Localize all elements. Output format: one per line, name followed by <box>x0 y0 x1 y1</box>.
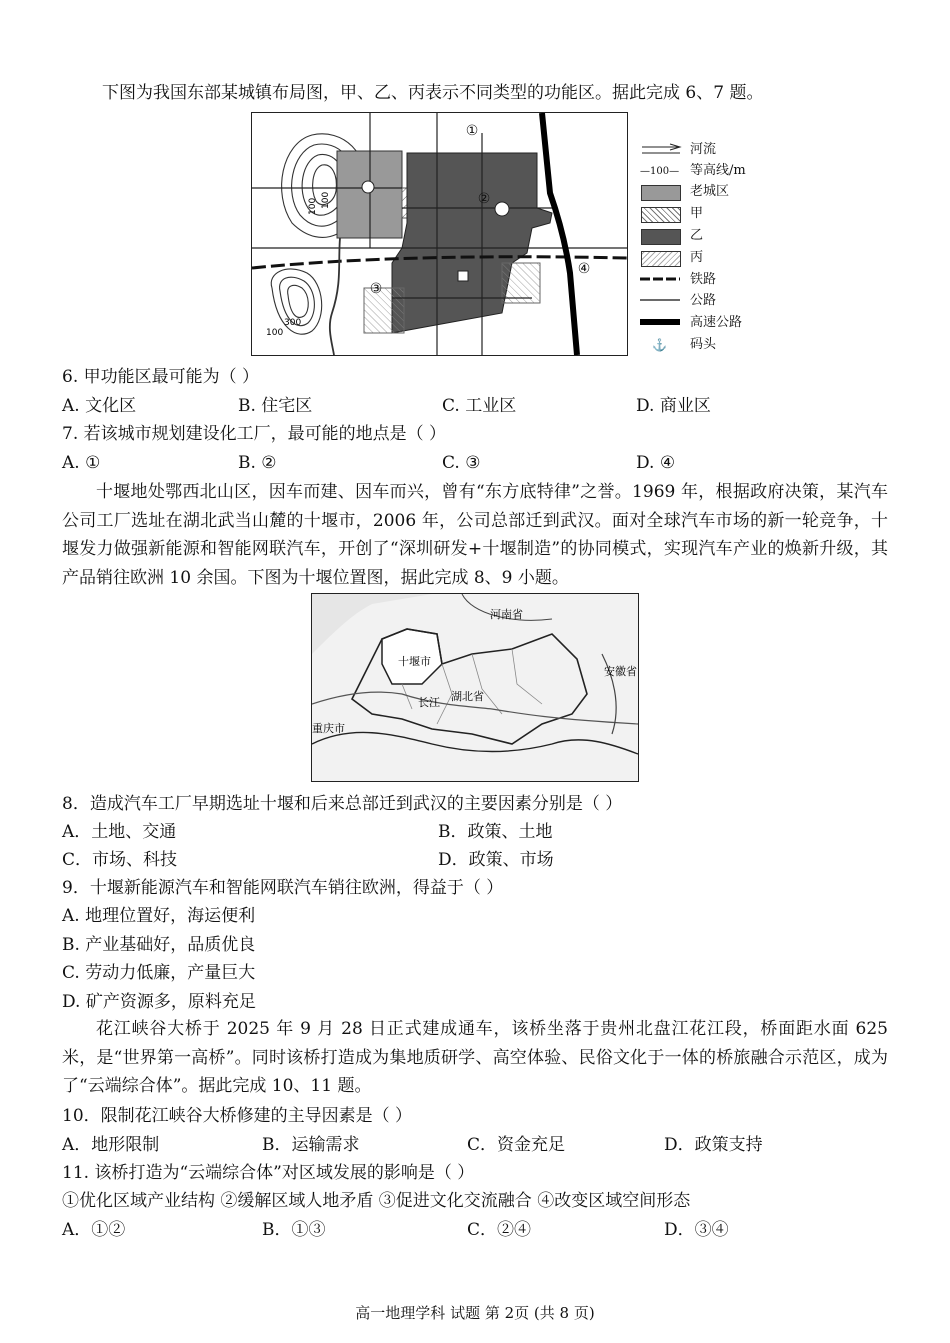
q7-option-c: C. ③ <box>442 453 481 473</box>
marker-2: ② <box>477 191 491 207</box>
q11-option-a: A．①② <box>62 1220 126 1240</box>
anchor-icon: ⚓ <box>652 338 667 352</box>
q10-option-b: B．运输需求 <box>262 1135 360 1155</box>
legend-contour: 等高线/m <box>690 163 746 178</box>
q11-option-c: C．②④ <box>467 1220 532 1240</box>
q9-option-c: C. 劳动力低廉，产量巨大 <box>62 963 256 983</box>
q10-stem: 10．限制花江峡谷大桥修建的主导因素是（ ） <box>62 1106 413 1126</box>
marker-3: ③ <box>369 281 383 297</box>
q7-option-d: D. ④ <box>636 453 676 473</box>
label-anhui: 安徽省 <box>604 665 637 678</box>
legend-railway: 铁路 <box>690 272 717 287</box>
intro-10-11: 花江峡谷大桥于 2025 年 9 月 28 日正式建成通车，该桥坐落于贵州北盘江花江段，桥面距水面 625 米，是“世界第一高桥”。同时该桥打造成为集地质研学、高空体验、民俗文化于一体的桥旅融合示范区，成为了“云端综合体”。据此完成 10、11 题。 <box>62 1019 888 1096</box>
swatch-bing <box>641 251 681 267</box>
railway-symbol <box>640 275 684 283</box>
q10-option-d: D．政策支持 <box>664 1135 763 1155</box>
label-chongqing: 重庆市 <box>312 722 345 735</box>
marker-4: ④ <box>577 261 591 277</box>
intro-6-7: 下图为我国东部某城镇布局图，甲、乙、丙表示不同类型的功能区。据此完成 6、7 题。 <box>102 83 764 103</box>
q10-option-a: A．地形限制 <box>62 1135 160 1155</box>
legend-yi: 乙 <box>690 228 704 243</box>
road-symbol <box>640 297 684 303</box>
q8-stem: 8．造成汽车工厂早期选址十堰和后来总部迁到武汉的主要因素分别是（ ） <box>62 794 623 814</box>
page-footer: 高一地理学科 试题 第 2页 (共 8 页) <box>355 1304 595 1322</box>
legend-old-town: 老城区 <box>690 184 730 199</box>
q8-option-b: B．政策、土地 <box>438 822 553 842</box>
q9-option-a: A. 地理位置好，海运便利 <box>62 906 256 926</box>
label-henan: 河南省 <box>490 608 523 621</box>
q6-option-d: D. 商业区 <box>636 396 711 416</box>
legend-jia: 甲 <box>690 206 704 221</box>
intro-8-9: 十堰地处鄂西北山区，因车而建、因车而兴，曾有“东方底特律”之誉。1969 年，根据政府决策，某汽车公司工厂选址在湖北武当山麓的十堰市，2006 年，公司总部迁到武汉。面对全球汽车市场的新一轮竞争，十堰发力做强新能源和智能网联汽车，开创了“深圳研发+十堰制造”的协同模式，实现汽车产业的焕新升级，其产品销往欧洲 10 余国。下图为十堰位置图，据此完成 8、9 小题。 <box>62 482 888 588</box>
q6-option-c: C. 工业区 <box>442 396 517 416</box>
q8-option-a: A．土地、交通 <box>62 822 177 842</box>
q7-option-a: A. ① <box>62 453 101 473</box>
q11-option-d: D．③④ <box>664 1220 729 1240</box>
q7-option-b: B. ② <box>238 453 277 473</box>
q11-option-b: B．①③ <box>262 1220 326 1240</box>
river-symbol <box>640 143 684 157</box>
legend-wharf: 码头 <box>690 337 717 352</box>
swatch-jia <box>641 207 681 223</box>
marker-1: ① <box>465 123 479 139</box>
contour-label-3: 300 <box>284 318 302 328</box>
label-changjiang: 长江 <box>418 696 440 709</box>
q11-statements: ①优化区域产业结构 ②缓解区域人地矛盾 ③促进文化交流融合 ④改变区域空间形态 <box>62 1191 691 1211</box>
legend-bing: 丙 <box>690 250 704 265</box>
q9-option-d: D. 矿产资源多，原料充足 <box>62 992 256 1012</box>
q8-option-c: C．市场、科技 <box>62 850 178 870</box>
q9-stem: 9．十堰新能源汽车和智能网联汽车销往欧洲，得益于（ ） <box>62 878 504 898</box>
label-shiyan: 十堰市 <box>398 655 431 668</box>
contour-label-4: 100 <box>266 328 284 338</box>
highway-symbol <box>640 318 684 326</box>
q6-option-b: B. 住宅区 <box>238 396 313 416</box>
contour-label-1: 100 <box>308 197 318 215</box>
q10-option-c: C．资金充足 <box>467 1135 566 1155</box>
town-layout-map <box>251 112 628 356</box>
contour-symbol: —100— <box>640 166 680 177</box>
legend-river: 河流 <box>690 142 717 157</box>
legend-highway: 高速公路 <box>690 315 743 330</box>
q9-option-b: B. 产业基础好，品质优良 <box>62 935 256 955</box>
shiyan-map-svg <box>312 594 638 781</box>
q7-stem: 7. 若该城市规划建设化工厂，最可能的地点是（ ） <box>62 424 447 444</box>
q6-option-a: A. 文化区 <box>62 396 137 416</box>
q6-stem: 6. 甲功能区最可能为（ ） <box>62 367 260 387</box>
q8-option-d: D．政策、市场 <box>438 850 554 870</box>
swatch-yi <box>641 229 681 245</box>
contour-label-2: 100 <box>321 191 331 209</box>
swatch-old-town <box>641 185 681 201</box>
shiyan-location-map <box>311 593 639 782</box>
town-layout-svg <box>252 113 627 355</box>
label-hubei: 湖北省 <box>451 690 484 703</box>
q11-stem: 11. 该桥打造为“云端综合体”对区域发展的影响是（ ） <box>62 1163 475 1183</box>
legend-road: 公路 <box>690 293 717 308</box>
